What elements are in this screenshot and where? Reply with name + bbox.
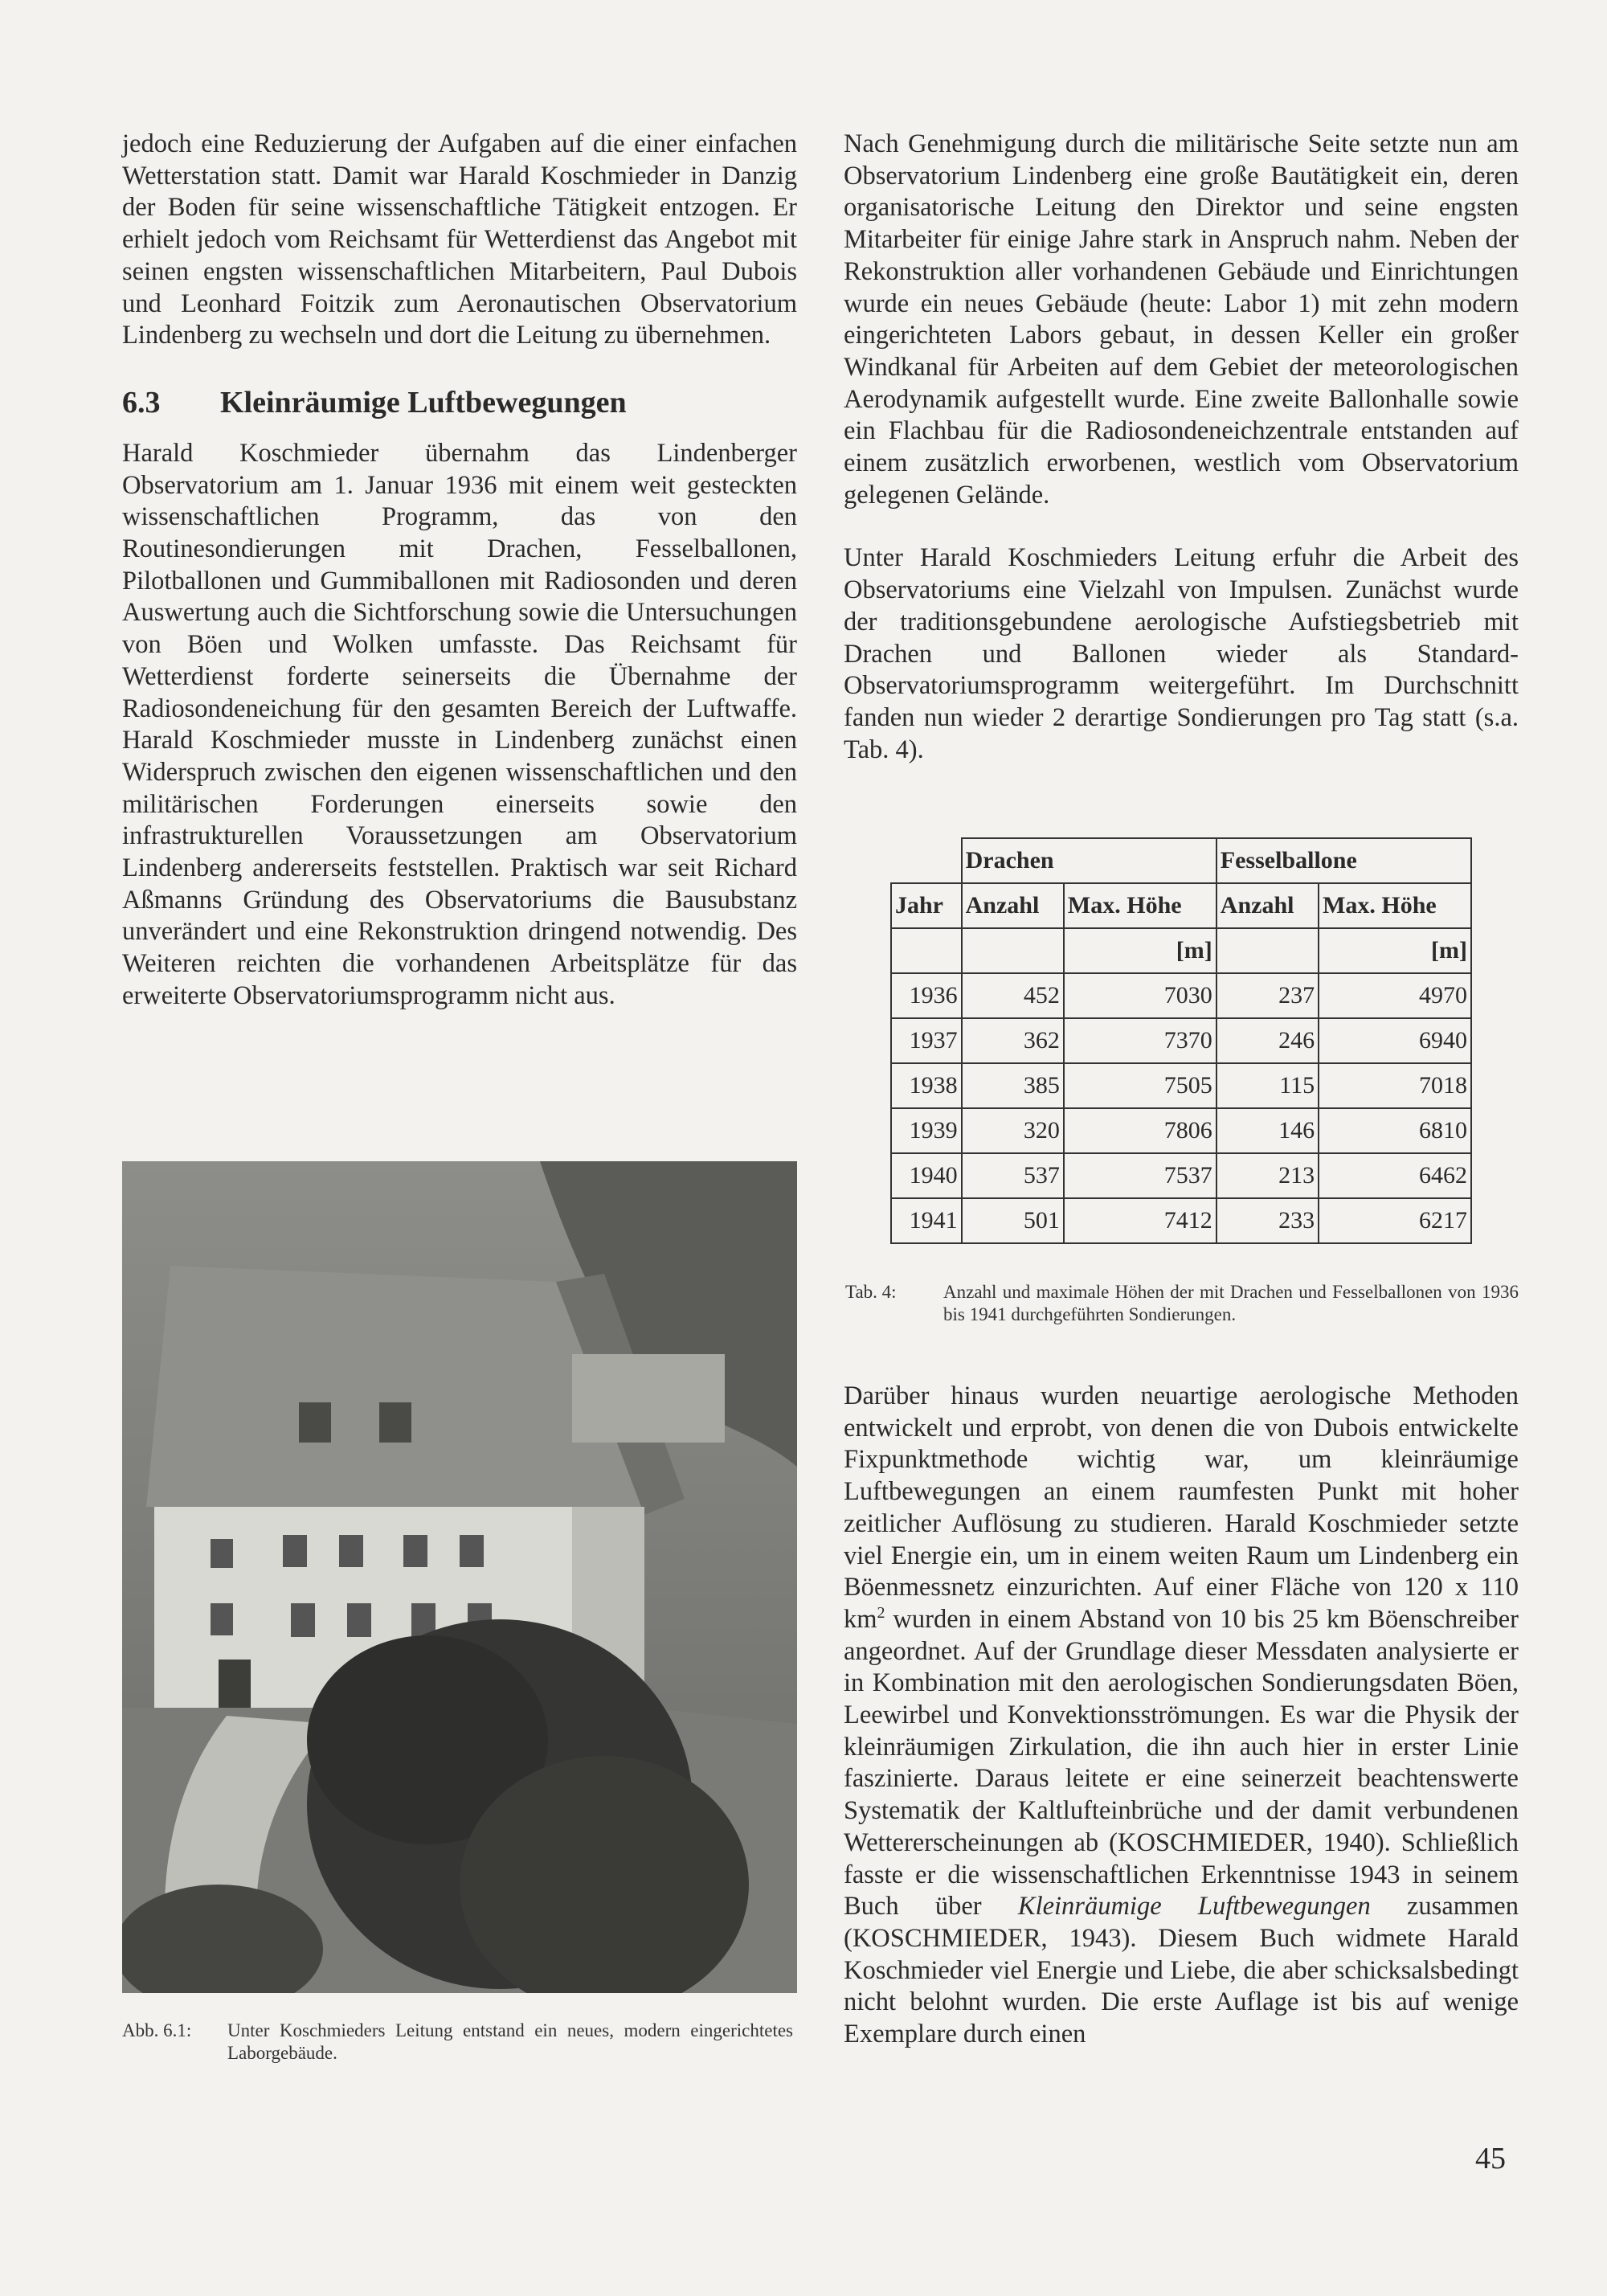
table-cell: 6217 (1319, 1198, 1471, 1243)
building-photo (122, 1161, 797, 1993)
table-caption-label: Tab. 4: (845, 1282, 897, 1302)
section-heading (122, 383, 797, 420)
table-cell: 233 (1216, 1198, 1319, 1243)
table-cell: 115 (1216, 1063, 1319, 1108)
section-title: Kleinräumige Luftbewegungen (220, 385, 627, 420)
right-column (844, 129, 1519, 766)
table-cell: 362 (962, 1018, 1064, 1063)
table-unit-blank (1216, 928, 1319, 973)
table-header-anzahl-drachen: Anzahl (962, 883, 1064, 928)
table-row (891, 973, 1471, 1018)
table-row (891, 1018, 1471, 1063)
table-cell: 537 (962, 1153, 1064, 1198)
table-group-fesselballone: Fesselballone (1216, 838, 1471, 883)
table-unit-fessel: [m] (1319, 928, 1471, 973)
table-row (891, 1153, 1471, 1198)
table-cell: 7412 (1064, 1198, 1216, 1243)
table-cell: 6940 (1319, 1018, 1471, 1063)
right-column-lower (844, 1381, 1519, 2051)
table-cell: 246 (1216, 1018, 1319, 1063)
table-header-hoehe-fessel: Max. Höhe (1319, 883, 1471, 928)
left-paragraph-1: jedoch eine Reduzierung der Aufgaben auf die einer einfachen Wetterstation statt. Damit war Harald Koschmieder in Danzig der Boden für seine wissenschaftliche Tätigkeit entzogen. Er erhielt jedoch vom Reichsamt für Wetterdienst das Angebot mit seinen engsten wissenschaftlichen Mitarbeitern, Paul Dubois und Leonhard Foitzik zum Aeronautischen Observatorium Lindenberg zu wechseln und dort die Leitung zu übernehmen. (122, 129, 797, 350)
table-cell: 213 (1216, 1153, 1319, 1198)
table-row (891, 1198, 1471, 1243)
book-title: Kleinräumige Luftbewegungen (1017, 1892, 1371, 1922)
table-caption-text: Anzahl und maximale Höhen der mit Drachen und Fesselballonen von 1936 bis 1941 durchgeführten Sondierungen. (943, 1282, 1519, 1324)
table-corner (891, 838, 962, 883)
table-cell: 1941 (891, 1198, 962, 1243)
table-cell: 1940 (891, 1153, 962, 1198)
table-cell: 7537 (1064, 1153, 1216, 1198)
table-group-drachen: Drachen (962, 838, 1216, 883)
right-paragraph-2: Unter Harald Koschmieders Leitung erfuhr die Arbeit des Observatoriums eine Vielzahl von Impulsen. Zunächst wurde der traditionsgebundene aerologische Aufstiegsbetrieb mit Drachen und Ballonen wieder als Standard-Observatoriumsprogramm weitergeführt. Im Durchschnitt fanden nun wieder 2 derartige Sondierungen pro Tag statt (s.a. Tab. 4). (844, 543, 1519, 764)
table-unit-blank (891, 928, 962, 973)
table-cell: 6810 (1319, 1108, 1471, 1153)
figure-caption (122, 2020, 797, 2068)
superscript-two: 2 (877, 1604, 885, 1623)
table-cell: 501 (962, 1198, 1064, 1243)
figure-label: Abb. 6.1: (122, 2020, 192, 2040)
right-paragraph-3-part-a: Darüber hinaus wurden neuartige aerologische Methoden entwickelt und erprobt, von denen die von Dubois entwickelte Fixpunktmethode wichtig war, um kleinräumige Luftbewegungen an einem raumfesten Punkt mit hoher zeitlicher Auflösung zu studieren. Harald Koschmieder setzte viel Energie ein, um in einem weiten Raum um Lindenberg ein Böenmessnetz einzurichten. Auf einer Fläche von 120 x 110 km (844, 1381, 1519, 1634)
table-cell: 7370 (1064, 1018, 1216, 1063)
left-paragraph-2: Harald Koschmieder übernahm das Lindenberger Observatorium am 1. Januar 1936 mit einem weit gesteckten wissenschaftlichen Programm, das von den Routinesondierungen mit Drachen, Fesselballonen, Pilotballonen und Gummiballonen mit Radiosonden und deren Auswertung auch die Sichtforschung sowie die Untersuchungen von Böen und Wolken umfasste. Das Reichsamt für Wetterdienst forderte seinerseits die Übernahme der Radiosondeneichung für den gesamten Bereich der Luftwaffe. Harald Koschmieder musste in Lindenberg zunächst einen Widerspruch zwischen den eigenen wissenschaftlichen und den militärischen Forderungen einerseits sowie den infrastrukturellen Voraussetzungen am Observatorium Lindenberg andererseits feststellen. Praktisch war seit Richard Aßmanns Gründung des Observatoriums die Bausubstanz unverändert und eine Rekonstruktion dringend notwendig. Des Weiteren reichten die vorhandenen Arbeitsplätze für das erweiterte Observatoriumsprogramm nicht aus. (122, 438, 797, 1010)
table-cell: 7018 (1319, 1063, 1471, 1108)
table-header-hoehe-drachen: Max. Höhe (1064, 883, 1216, 928)
table-unit-drachen: [m] (1064, 928, 1216, 973)
right-paragraph-3 (844, 1381, 1519, 2051)
table-row (891, 1108, 1471, 1153)
table-cell: 1937 (891, 1018, 962, 1063)
right-paragraph-3-part-c: zusammen (KOSCHMIEDER, 1943). Diesem Buch widmete Harald Koschmieder viel Energie und Liebe, die aber schicksalsbedingt nicht belohnt wurden. Die erste Auflage ist bis auf wenige Exemplare durch einen (844, 1892, 1519, 2049)
table-caption (845, 1281, 1520, 1353)
table-cell: 237 (1216, 973, 1319, 1018)
table-cell: 1939 (891, 1108, 962, 1153)
table-cell: 7030 (1064, 973, 1216, 1018)
table-cell: 1938 (891, 1063, 962, 1108)
page-number: 45 (1475, 2142, 1506, 2175)
table-cell: 146 (1216, 1108, 1319, 1153)
sounding-table (890, 837, 1472, 1244)
figure-caption-text: Unter Koschmieders Leitung entstand ein neues, modern eingerichtetes Laborgebäude. (227, 2020, 793, 2063)
table-cell: 1936 (891, 973, 962, 1018)
table-cell: 7505 (1064, 1063, 1216, 1108)
table-unit-blank (962, 928, 1064, 973)
table-header-jahr: Jahr (891, 883, 962, 928)
right-paragraph-3-part-b: wurden in einem Abstand von 10 bis 25 km Böenschreiber angeordnet. Auf der Grundlage dieser Messdaten analysierte er in Kombination mit den aerologischen Sondierungsdaten Böen, Leewirbel und Konvektionsströmungen. Es war die Physik der kleinräumigen Zirkulation, die ihn auch hier in erster Linie faszinierte. Daraus leitete er eine seinerzeit beachtenswerte Systematik der Kaltlufteinbrüche und der damit verbundenen Wettererscheinungen ab (KOSCHMIEDER, 1940). Schließlich fasste er die wissenschaftlichen Erkenntnisse 1943 in seinem Buch über (844, 1604, 1519, 1922)
table-cell: 4970 (1319, 973, 1471, 1018)
right-paragraph-1: Nach Genehmigung durch die militärische Seite setzte nun am Observatorium Lindenberg eine große Bautätigkeit ein, deren organisatorische Leitung den Direktor und seine engsten Mitarbeiter für einige Jahre stark in Anspruch nahm. Neben der Rekonstruktion aller vorhandenen Gebäude und Einrichtungen wurde ein neues Gebäude (heute: Labor 1) mit zehn modern eingerichteten Labors gebaut, in dessen Keller ein großer Windkanal für Arbeiten auf dem Gebiet der meteorologischen Aerodynamik aufgestellt wurde. Eine zweite Ballonhalle sowie ein Flachbau für die Radiosondeneichzentrale entstanden auf einem zusätzlich erworbenen, westlich vom Observatorium gelegenen Gelände. (844, 129, 1519, 510)
table-cell: 6462 (1319, 1153, 1471, 1198)
left-column (122, 129, 797, 1013)
section-number: 6.3 (122, 385, 161, 420)
table-header-anzahl-fessel: Anzahl (1216, 883, 1319, 928)
table-row (891, 1063, 1471, 1108)
table-cell: 320 (962, 1108, 1064, 1153)
table-cell: 385 (962, 1063, 1064, 1108)
table-cell: 7806 (1064, 1108, 1216, 1153)
table-cell: 452 (962, 973, 1064, 1018)
